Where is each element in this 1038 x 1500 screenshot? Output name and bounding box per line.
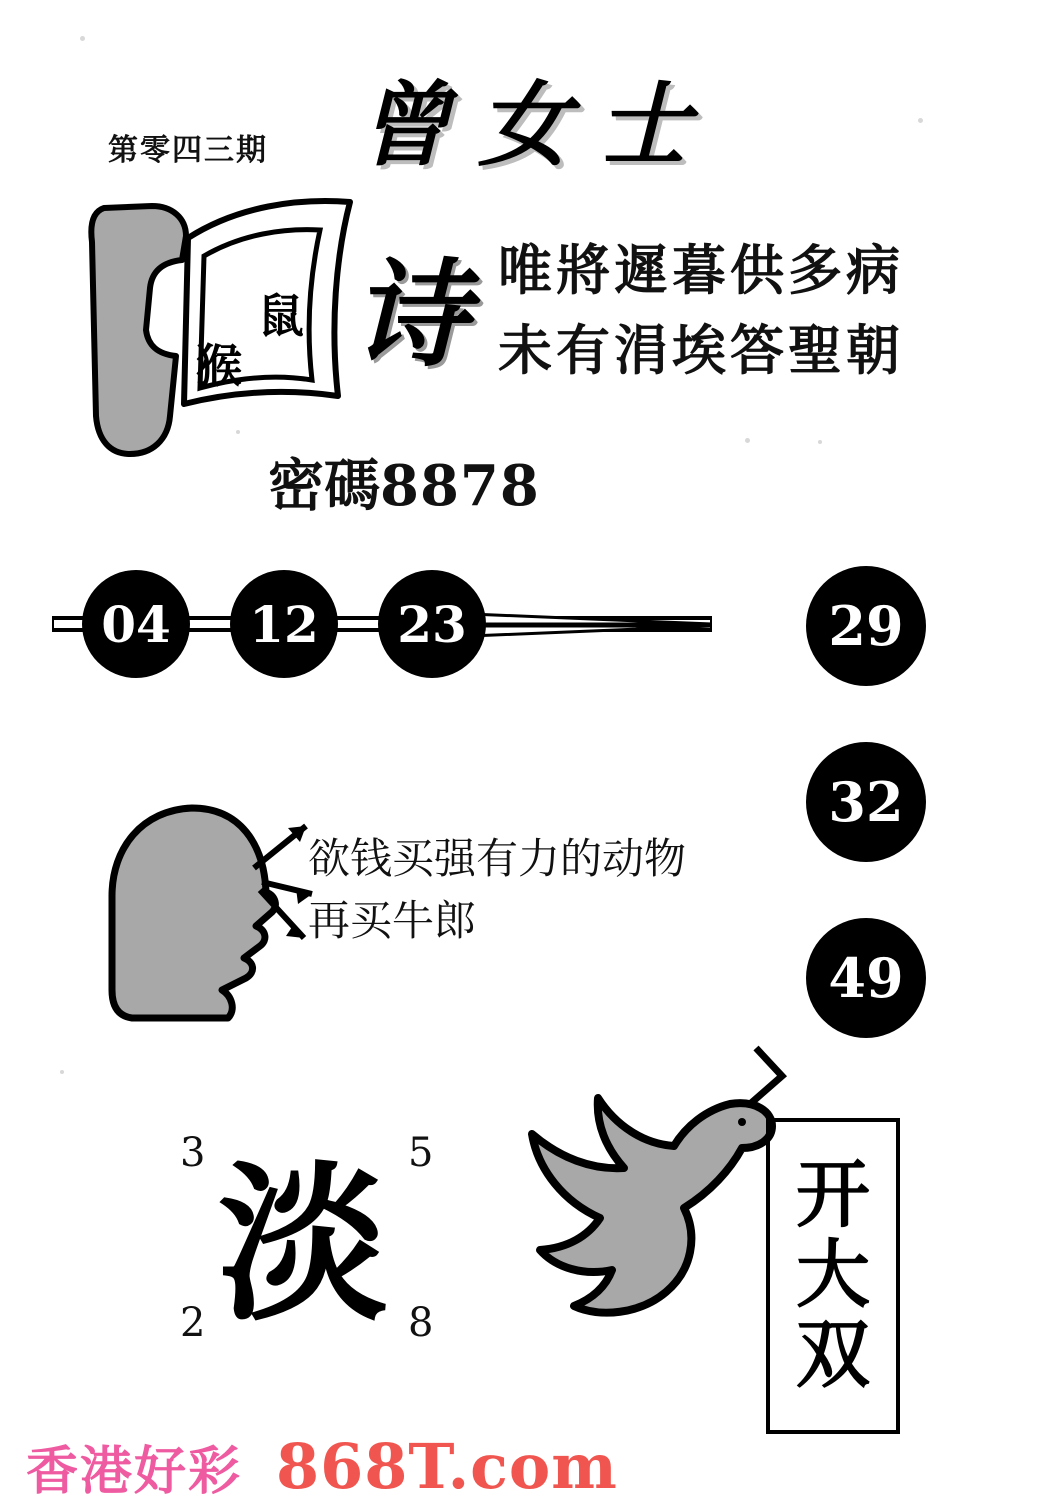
- vertical-slogan-box: [766, 1118, 900, 1434]
- speckle: [60, 1070, 64, 1074]
- page-title: 曾女士: [358, 71, 719, 179]
- number-ball: 49: [806, 918, 926, 1038]
- number-ball: 32: [806, 742, 926, 862]
- zodiac-rat: 鼠: [258, 289, 304, 343]
- number-ball: 29: [806, 566, 926, 686]
- number-ball: 12: [230, 570, 338, 678]
- speckle: [818, 440, 822, 444]
- number-ball: 04: [82, 570, 190, 678]
- speckle: [236, 430, 240, 434]
- speckle: [745, 438, 750, 443]
- number-ball: 23: [378, 570, 486, 678]
- vbox-char-3: 双: [796, 1311, 870, 1398]
- password-value: 8878: [380, 453, 540, 519]
- footer-site-url: 868T.com: [276, 1429, 618, 1500]
- corner-digit-bottom-left: 2: [180, 1300, 206, 1346]
- poem-line-2: 未有涓埃答聖朝: [498, 318, 904, 382]
- zodiac-monkey: 猴: [196, 339, 242, 393]
- corner-digit-bottom-right: 8: [408, 1300, 434, 1346]
- poem-line-1: 唯將遲暮供多病: [498, 238, 904, 302]
- speech-line-1: 欲钱买强有力的动物: [308, 834, 687, 883]
- corner-digit-top-left: 3: [180, 1130, 206, 1176]
- vbox-char-2: 大: [796, 1232, 870, 1319]
- corner-digit-top-right: 5: [408, 1130, 434, 1176]
- password-label: 密碼: [268, 453, 380, 519]
- footer-site-name: 香港好彩: [26, 1440, 243, 1500]
- speckle: [80, 36, 85, 41]
- speech-line-2: 再买牛郎: [308, 896, 477, 945]
- speckle: [918, 118, 923, 123]
- vbox-char-1: 开: [796, 1152, 870, 1239]
- poem-character: 诗: [352, 247, 468, 383]
- issue-label: 第零四三期: [108, 133, 268, 168]
- password-row: [268, 442, 540, 522]
- footer: [0, 1429, 1038, 1500]
- big-character: 淡: [218, 1145, 389, 1345]
